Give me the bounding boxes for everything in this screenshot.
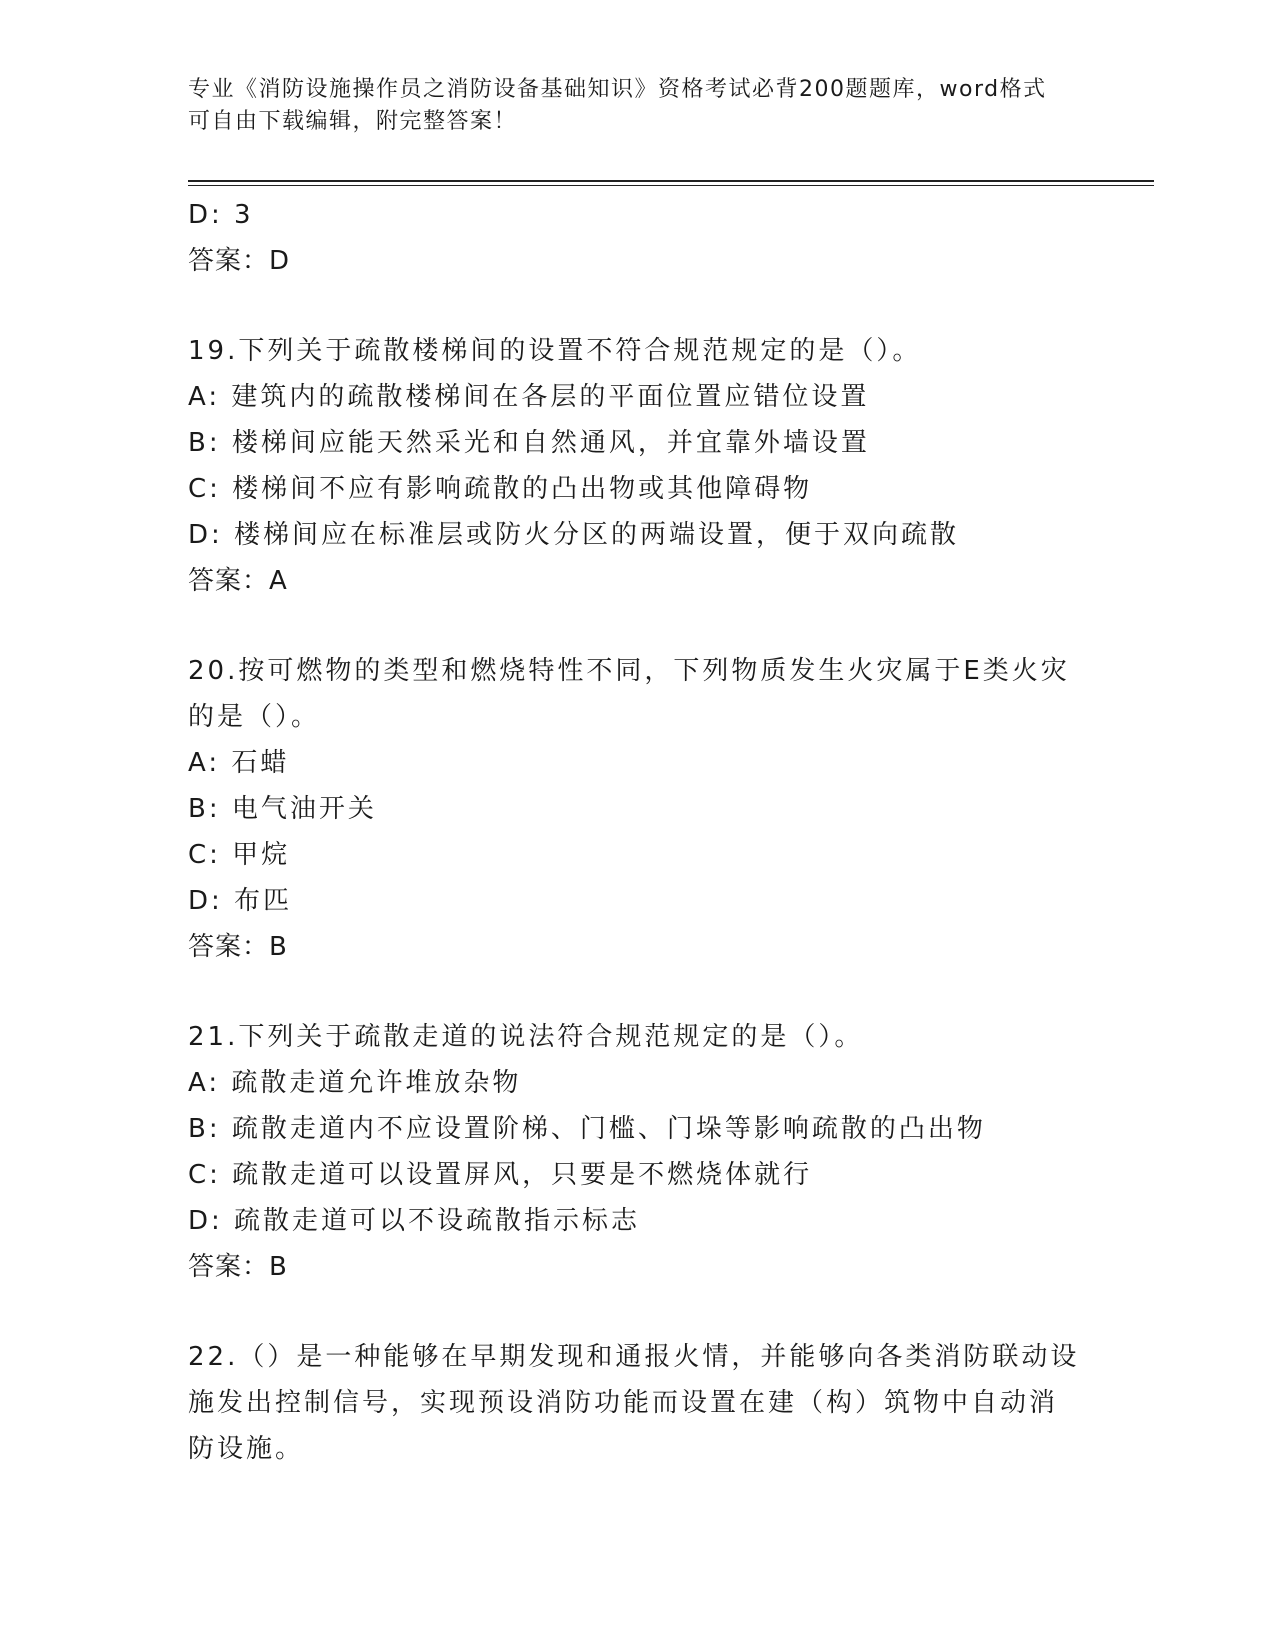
header-title: 专业《消防设施操作员之消防设备基础知识》资格考试必背200题题库，word格式可自由下载编辑，附完整答案！ xyxy=(188,77,1047,134)
answer-line: 答案：D xyxy=(188,246,291,276)
question-20 xyxy=(188,648,1088,970)
header-rule-thick xyxy=(188,180,1154,182)
question-text-line-3: 防设施。 xyxy=(188,1434,305,1464)
question-text-line-2: 施发出控制信号，实现预设消防功能而设置在建（构）筑物中自动消 xyxy=(188,1388,1059,1418)
option-a: A: 建筑内的疏散楼梯间在各层的平面位置应错位设置 xyxy=(188,382,870,412)
question-text-line-1: 20.按可燃物的类型和燃烧特性不同，下列物质发生火灾属于E类火灾 xyxy=(188,656,1070,686)
answer-line: 答案：B xyxy=(188,932,288,962)
option-d: D: 疏散走道可以不设疏散指示标志 xyxy=(188,1206,641,1236)
option-b: B: 楼梯间应能天然采光和自然通风，并宜靠外墙设置 xyxy=(188,428,870,458)
question-text: 19.下列关于疏散楼梯间的设置不符合规范规定的是（）。 xyxy=(188,336,922,366)
question-21 xyxy=(188,1014,1088,1290)
question-list xyxy=(188,192,1088,1472)
option-b: B: 电气油开关 xyxy=(188,794,377,824)
option-c: C: 甲烷 xyxy=(188,840,291,870)
option-b: B: 疏散走道内不应设置阶梯、门槛、门垛等影响疏散的凸出物 xyxy=(188,1114,986,1144)
question-text-line-1: 22.（）是一种能够在早期发现和通报火情，并能够向各类消防联动设 xyxy=(188,1342,1080,1372)
question-text: 21.下列关于疏散走道的说法符合规范规定的是（）。 xyxy=(188,1022,864,1052)
question-text-line-2: 的是（）。 xyxy=(188,702,321,732)
option-a: A: 石蜡 xyxy=(188,748,290,778)
question-19 xyxy=(188,328,1088,604)
option-d: D: 3 xyxy=(188,200,254,230)
document-header xyxy=(188,74,1068,138)
option-d: D: 布匹 xyxy=(188,886,293,916)
question-22 xyxy=(188,1334,1088,1472)
answer-line: 答案：A xyxy=(188,566,288,596)
option-d: D: 楼梯间应在标准层或防火分区的两端设置，便于双向疏散 xyxy=(188,520,960,550)
header-rule-thin xyxy=(188,185,1154,186)
option-a: A: 疏散走道允许堆放杂物 xyxy=(188,1068,522,1098)
option-c: C: 疏散走道可以设置屏风，只要是不燃烧体就行 xyxy=(188,1160,813,1190)
option-c: C: 楼梯间不应有影响疏散的凸出物或其他障碍物 xyxy=(188,474,813,504)
answer-line: 答案：B xyxy=(188,1252,288,1282)
